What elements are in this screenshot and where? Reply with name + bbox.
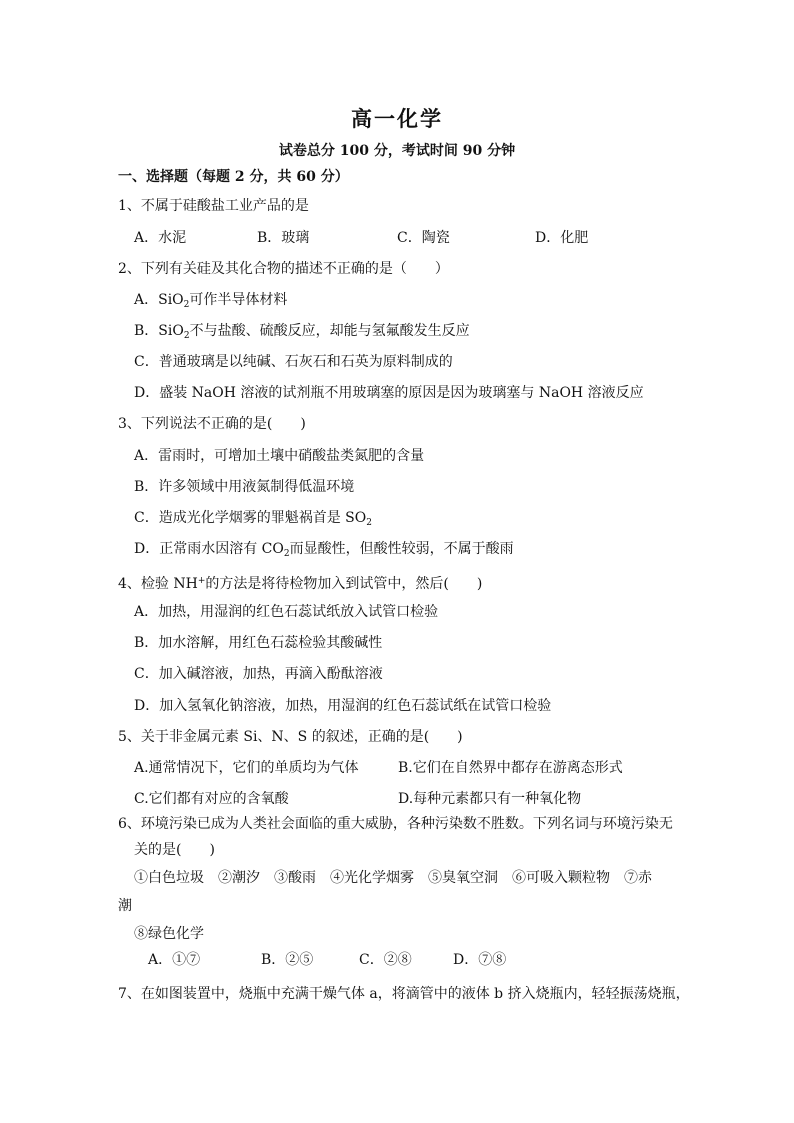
q5-option-a: A.通常情况下，它们的单质均为气体 bbox=[134, 760, 359, 776]
q3-option-a: A．雷雨时，可增加土壤中硝酸盐类氮肥的含量 bbox=[134, 448, 425, 464]
q6-option-d: D．⑦⑧ bbox=[453, 952, 507, 968]
q6-option-b: B．②⑤ bbox=[261, 952, 314, 968]
q1-option-b: B．玻璃 bbox=[257, 230, 310, 246]
question-4-stem: 4、检验 NH+的方法是将待检物加入到试管中，然后( ) bbox=[118, 576, 483, 592]
question-6-stem: 6、环境污染已成为人类社会面临的重大威胁，各种污染数不胜数。下列名词与环境污染无 bbox=[118, 816, 673, 832]
page-title: 高一化学 bbox=[351, 106, 443, 131]
q3-option-c: C．造成光化学烟雾的罪魁祸首是 $SO_2$ bbox=[134, 510, 372, 528]
q2-option-b: B．SiO$_2$不与盐酸、硫酸反应，却能与氢氟酸发生反应 bbox=[134, 323, 470, 341]
q3-option-d: D．正常雨水因溶有 $CO_2$而显酸性，但酸性较弱，不属于酸雨 bbox=[134, 541, 514, 559]
q6-item-8: ⑧绿色化学 bbox=[134, 926, 204, 942]
q5-option-b: B.它们在自然界中都存在游离态形式 bbox=[398, 760, 623, 776]
question-2-stem: 2、下列有关硅及其化合物的描述不正确的是（ ） bbox=[118, 261, 449, 277]
q6-option-c: C．②⑧ bbox=[359, 952, 412, 968]
q6-items-list: ①白色垃圾 ②潮汐 ③酸雨 ④光化学烟雾 ⑤臭氧空洞 ⑥可吸入颗粒物 ⑦赤 bbox=[134, 870, 652, 886]
question-3-stem: 3、下列说法不正确的是( ) bbox=[118, 416, 306, 432]
q3-option-b: B．许多领域中用液氮制得低温环境 bbox=[134, 479, 355, 495]
q6-items-list-cont: 潮 bbox=[118, 898, 132, 914]
q4-option-b: B．加水溶解，用红色石蕊检验其酸碱性 bbox=[134, 635, 383, 651]
q6-option-a: A．①⑦ bbox=[148, 952, 201, 968]
q2-option-c: C．普通玻璃是以纯碱、石灰石和石英为原料制成的 bbox=[134, 354, 453, 370]
question-6-stem-cont: 关的是( ) bbox=[134, 842, 215, 858]
q1-option-c: C．陶瓷 bbox=[397, 230, 450, 246]
q2-option-d: D．盛装 NaOH 溶液的试剂瓶不用玻璃塞的原因是因为玻璃塞与 NaOH 溶液反应 bbox=[134, 385, 644, 401]
q5-option-d: D.每种元素都只有一种氧化物 bbox=[398, 791, 582, 807]
question-7-stem: 7、在如图装置中，烧瓶中充满干燥气体 a，将滴管中的液体 b 挤入烧瓶内，轻轻振荡烧瓶， bbox=[118, 986, 690, 1002]
q4-option-a: A．加热，用湿润的红色石蕊试纸放入试管口检验 bbox=[134, 604, 439, 620]
question-5-stem: 5、关于非金属元素 Si、N、S 的叙述，正确的是( ) bbox=[118, 729, 463, 745]
exam-info: 试卷总分 100 分，考试时间 90 分钟 bbox=[278, 143, 516, 159]
q1-option-d: D．化肥 bbox=[535, 230, 589, 246]
q5-option-c: C.它们都有对应的含氧酸 bbox=[134, 791, 289, 807]
q4-option-d: D．加入氢氧化钠溶液，加热，用湿润的红色石蕊试纸在试管口检验 bbox=[134, 698, 552, 714]
question-1-stem: 1、不属于硅酸盐工业产品的是 bbox=[118, 198, 309, 214]
q1-option-a: A．水泥 bbox=[134, 230, 187, 246]
q4-option-c: C．加入碱溶液，加热，再滴入酚酞溶液 bbox=[134, 666, 383, 682]
section-heading: 一、选择题（每题 2 分，共 60 分） bbox=[118, 169, 349, 185]
q2-option-a: A．SiO$_2$可作半导体材料 bbox=[134, 292, 288, 310]
